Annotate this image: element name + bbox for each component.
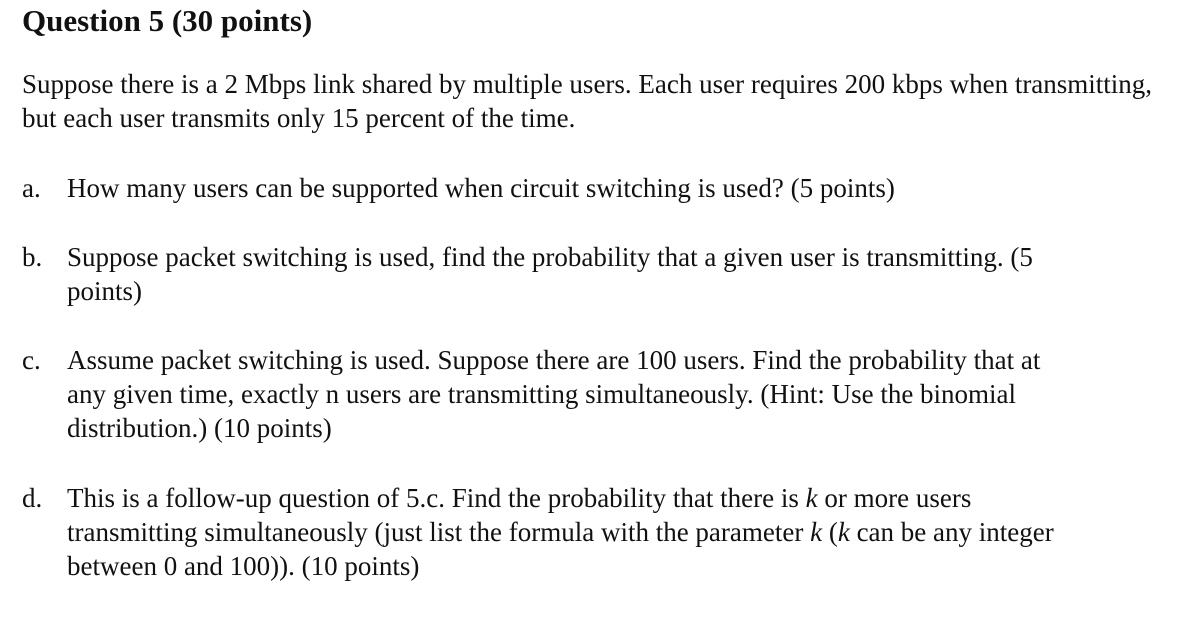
part-d-line-2-post: can be any integer — [849, 517, 1054, 547]
part-d-line-1-post: or more users — [817, 483, 972, 513]
part-b-line-2: points) — [67, 276, 143, 306]
part-a-letter: a. — [22, 173, 41, 203]
part-c-letter: c. — [22, 345, 41, 375]
part-b-letter: b. — [22, 242, 43, 272]
part-b-text — [67, 240, 1169, 308]
question-title: Question 5 (30 points) — [22, 3, 313, 38]
part-d-line-2 — [67, 515, 1169, 549]
part-c-line-3: distribution.) (10 points) — [67, 413, 332, 443]
part-d-letter: d. — [22, 483, 43, 513]
part-c-line-1: Assume packet switching is used. Suppose there are 100 users. Find the probability that at — [67, 345, 1041, 375]
variable-k: k — [837, 517, 850, 547]
part-c — [22, 343, 1172, 445]
part-d-line-2-mid: ( — [822, 517, 838, 547]
question-intro: Suppose there is a 2 Mbps link shared by multiple users. Each user requires 200 kbps when transmitting, but each user transmits only 15 percent of the time. — [22, 69, 1153, 133]
part-d-line-2-pre: transmitting simultaneously (just list the formula with the parameter — [67, 517, 811, 547]
part-b-line-1: Suppose packet switching is used, find the probability that a given user is transmitting. (5 — [67, 242, 1033, 272]
part-d-line-1-pre: This is a follow-up question of 5.c. Find the probability that there is — [67, 483, 806, 513]
part-a-text — [67, 171, 1169, 205]
part-d — [22, 481, 1172, 583]
part-a-line-1: How many users can be supported when circuit switching is used? (5 points) — [67, 173, 895, 203]
variable-k: k — [810, 517, 823, 547]
part-d-line-3: between 0 and 100)). (10 points) — [67, 551, 420, 581]
part-b — [22, 240, 1172, 308]
part-d-text — [67, 481, 1169, 583]
part-a — [22, 171, 1172, 205]
part-d-line-1 — [67, 481, 1169, 515]
part-c-text — [67, 343, 1169, 445]
part-c-line-2: any given time, exactly n users are transmitting simultaneously. (Hint: Use the binomial — [67, 379, 1017, 409]
variable-k: k — [805, 483, 818, 513]
